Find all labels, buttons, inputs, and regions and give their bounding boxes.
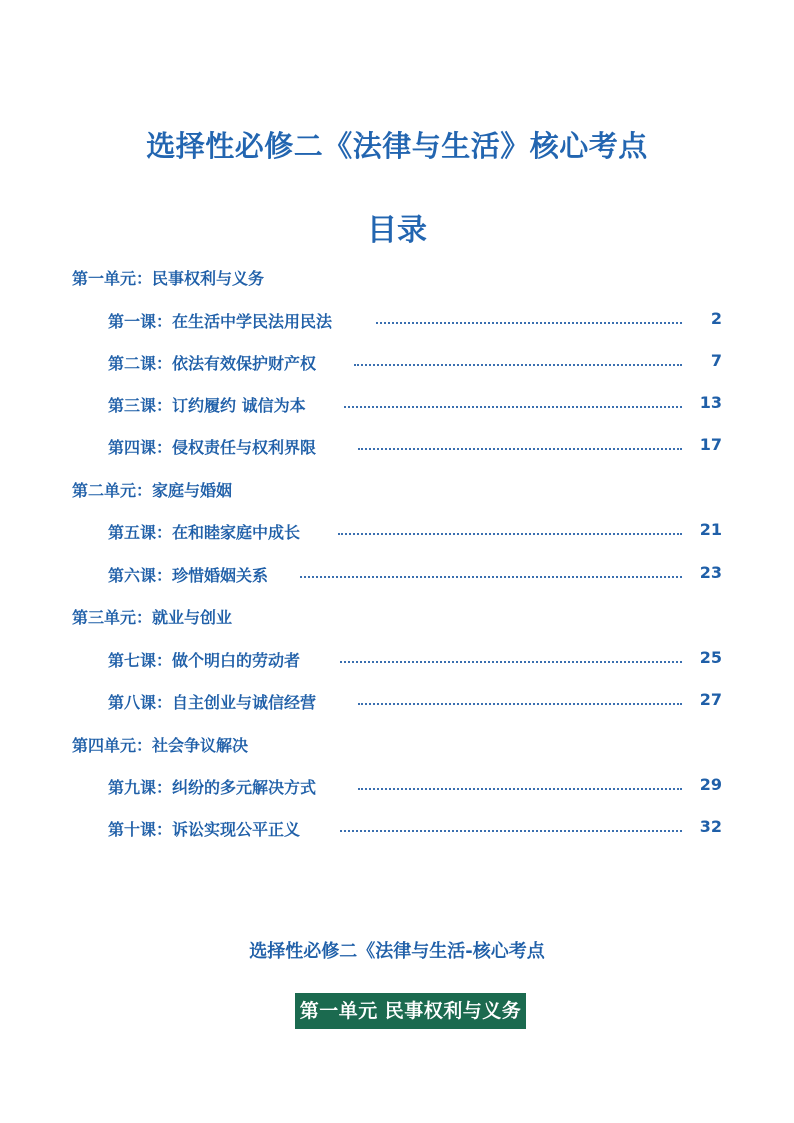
toc-page-number: 17 — [699, 435, 722, 454]
toc-leader-dots — [354, 364, 682, 366]
toc-leader-dots — [344, 406, 682, 408]
toc-leader-dots — [358, 448, 682, 450]
toc-entry-label: 第六课：珍惜婚姻关系 — [108, 566, 269, 585]
toc-entry-lesson-7[interactable] — [108, 648, 722, 672]
toc-entry-lesson-3[interactable] — [108, 393, 722, 417]
toc-page-number: 21 — [699, 520, 722, 539]
toc-entry-label: 第四课：侵权责任与权利界限 — [108, 438, 317, 457]
toc-entry-lesson-9[interactable] — [108, 775, 722, 799]
toc-leader-dots — [300, 576, 682, 578]
toc-entry-lesson-6[interactable] — [108, 563, 722, 587]
toc-unit-1[interactable]: 第一单元：民事权利与义务 — [72, 269, 265, 288]
toc-entry-label: 第九课：纠纷的多元解决方式 — [108, 778, 317, 797]
toc-entry-label: 第十课：诉讼实现公平正义 — [108, 820, 301, 839]
toc-entry-label: 第七课：做个明白的劳动者 — [108, 651, 301, 670]
toc-entry-lesson-8[interactable] — [108, 690, 722, 714]
toc-leader-dots — [340, 830, 682, 832]
toc-page-number: 27 — [699, 690, 722, 709]
toc-entry-lesson-2[interactable] — [108, 351, 722, 375]
section-subtitle: 选择性必修二《法律与生活-核心考点 — [249, 941, 545, 962]
toc-entry-label: 第八课：自主创业与诚信经营 — [108, 693, 317, 712]
toc-page-number: 25 — [699, 648, 722, 667]
toc-unit-3[interactable]: 第三单元：就业与创业 — [72, 608, 233, 627]
toc-entry-lesson-10[interactable] — [108, 817, 722, 841]
toc-unit-4[interactable]: 第四单元：社会争议解决 — [72, 736, 249, 755]
toc-page-number: 23 — [699, 563, 722, 582]
main-title: 选择性必修二《法律与生活》核心考点 — [146, 129, 648, 163]
toc-entry-label: 第三课：订约履约 诚信为本 — [108, 396, 306, 415]
toc-entry-label: 第一课：在生活中学民法用民法 — [108, 312, 333, 331]
toc-entry-label: 第五课：在和睦家庭中成长 — [108, 523, 301, 542]
toc-page-number: 2 — [710, 309, 722, 328]
toc-entry-lesson-4[interactable] — [108, 435, 722, 459]
toc-entry-lesson-1[interactable] — [108, 309, 722, 333]
toc-title: 目录 — [367, 213, 427, 248]
toc-entry-label: 第二课：依法有效保护财产权 — [108, 354, 317, 373]
toc-leader-dots — [340, 661, 682, 663]
toc-page-number: 32 — [699, 817, 722, 836]
toc-page-number: 29 — [699, 775, 722, 794]
toc-page-number: 7 — [710, 351, 722, 370]
toc-entry-lesson-5[interactable] — [108, 520, 722, 544]
toc-leader-dots — [376, 322, 682, 324]
toc-leader-dots — [358, 703, 682, 705]
toc-leader-dots — [358, 788, 682, 790]
toc-unit-2[interactable]: 第二单元：家庭与婚姻 — [72, 481, 233, 500]
toc-page-number: 13 — [699, 393, 722, 412]
toc-leader-dots — [338, 533, 682, 535]
unit-banner: 第一单元 民事权利与义务 — [295, 993, 526, 1029]
